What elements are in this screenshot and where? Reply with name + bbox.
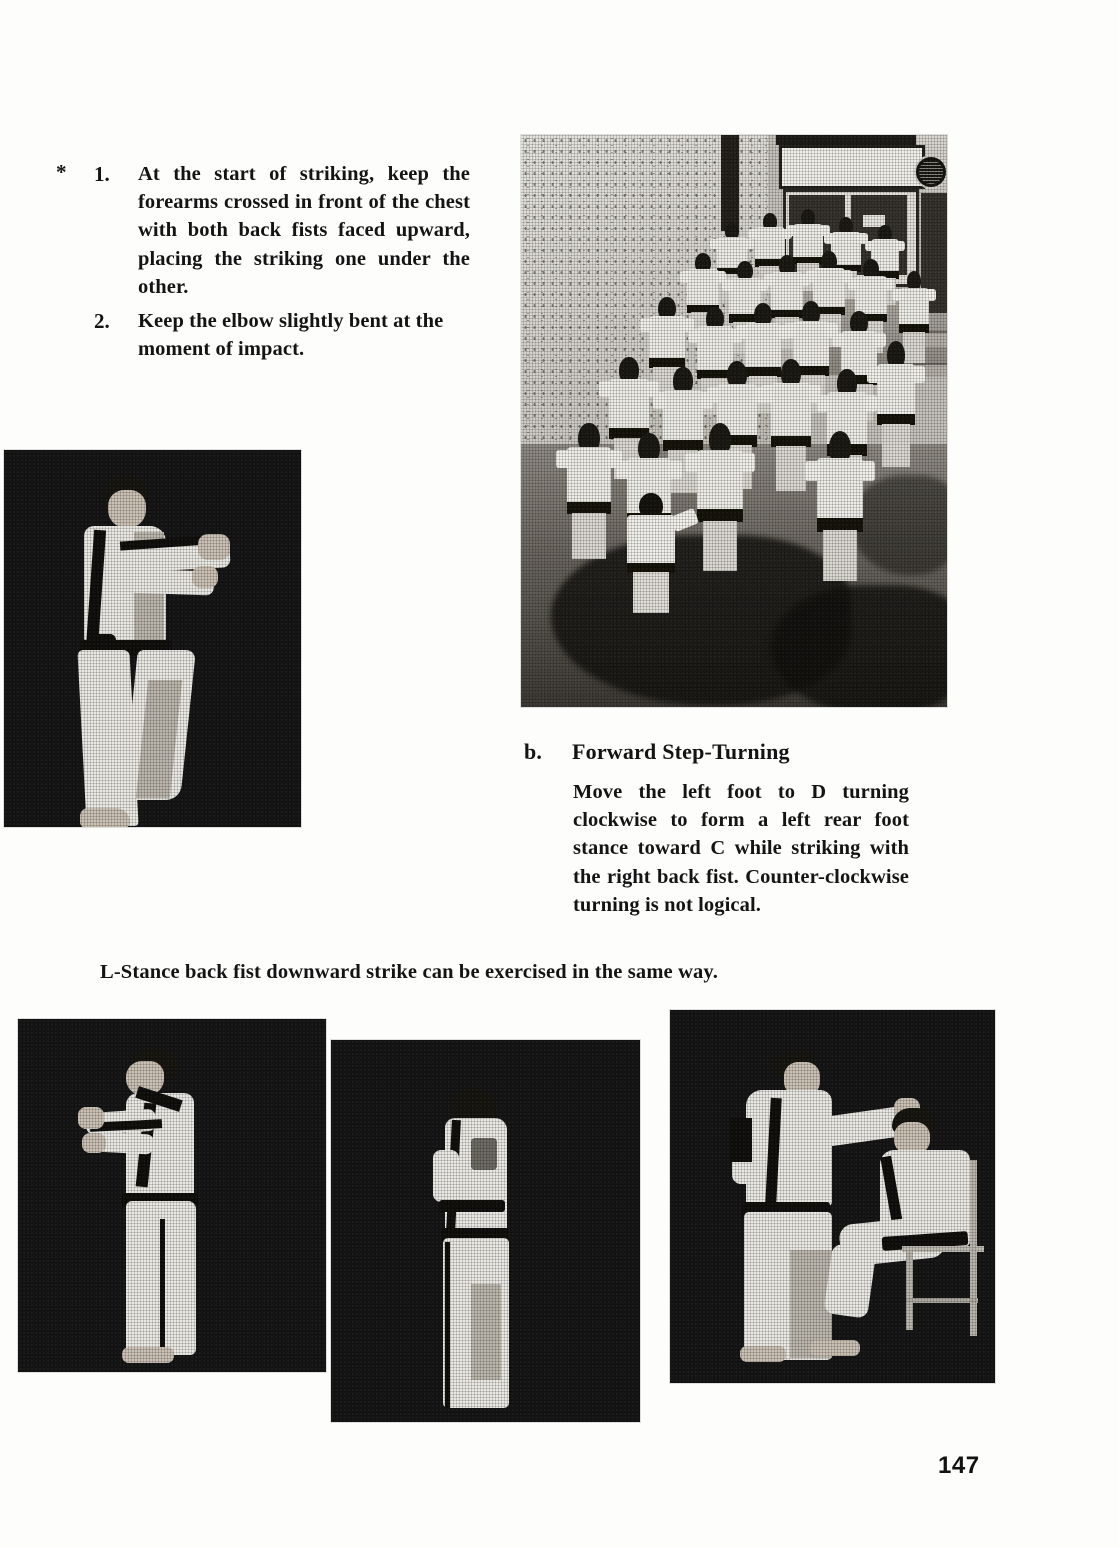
practitioner-figure [96, 1049, 246, 1361]
hair [453, 1088, 495, 1122]
second-fist [192, 566, 218, 588]
outdoor-group-class-photo [521, 135, 947, 707]
list-item-text: At the start of striking, keep the forearms crossed in front of the chest with both back fists faced upward, placing the striking one under the other. [138, 163, 470, 298]
left-instruction-list [52, 160, 472, 363]
student-figure [817, 431, 863, 581]
arm [433, 1150, 459, 1202]
section-letter: b. [524, 739, 543, 764]
section-body-text: Move the left foot to D turning clockwise to form a left rear foot stance toward C while striking with the right back fist. Counter-clockwise turning is not logical. [573, 781, 909, 916]
trouser-fold [471, 1284, 501, 1380]
back-fist-strike-on-seated-partner-photo [670, 1010, 995, 1383]
foot [740, 1346, 786, 1362]
sleeve-trim [730, 1118, 752, 1162]
solo-crossed-forearms-photo [4, 450, 301, 827]
list-item [52, 160, 472, 302]
trouser-seam [160, 1219, 165, 1351]
chair-stretcher [906, 1298, 978, 1303]
second-fist [82, 1133, 106, 1153]
face [108, 490, 146, 528]
list-item [52, 307, 472, 363]
section-heading-row [524, 738, 924, 772]
student-figure [877, 341, 915, 467]
footnote-asterisk: * [56, 160, 67, 184]
student-figure [567, 423, 611, 559]
chair-leg [970, 1250, 977, 1336]
practitioner-figure [429, 1088, 559, 1410]
l-stance-front-view-photo [18, 1019, 326, 1372]
ground-shadow [771, 585, 947, 707]
forward-step-turning-section [524, 738, 924, 919]
back-fist [78, 1107, 104, 1129]
back-fist [198, 534, 230, 560]
trouser-seam [445, 1242, 450, 1408]
page-number: 147 [938, 1452, 980, 1479]
seated-practitioner-figure [858, 1108, 988, 1328]
full-width-note: L-Stance back fist downward strike can be exercised in the same way. [100, 961, 718, 983]
child-figure [627, 493, 675, 613]
awning-band [776, 135, 916, 145]
foot [122, 1347, 174, 1363]
chair-back-post [970, 1160, 977, 1252]
foot [80, 808, 130, 827]
l-stance-side-view-photo [331, 1040, 640, 1422]
section-title: Forward Step-Turning [572, 739, 790, 764]
student-figure [697, 423, 743, 571]
list-item-number: 1. [94, 162, 110, 186]
list-item-number: 2. [94, 309, 110, 333]
foot [810, 1340, 860, 1356]
practitioner-figure [72, 474, 232, 826]
circular-sign-icon [916, 157, 946, 187]
signboard [779, 145, 925, 189]
list-item-text: Keep the elbow slightly bent at the moment of impact. [138, 310, 444, 361]
shin [823, 1243, 876, 1318]
jacket-embroidery [471, 1138, 497, 1170]
chair-leg [906, 1250, 913, 1330]
left-pillar [721, 135, 739, 231]
black-belt [439, 1200, 505, 1212]
